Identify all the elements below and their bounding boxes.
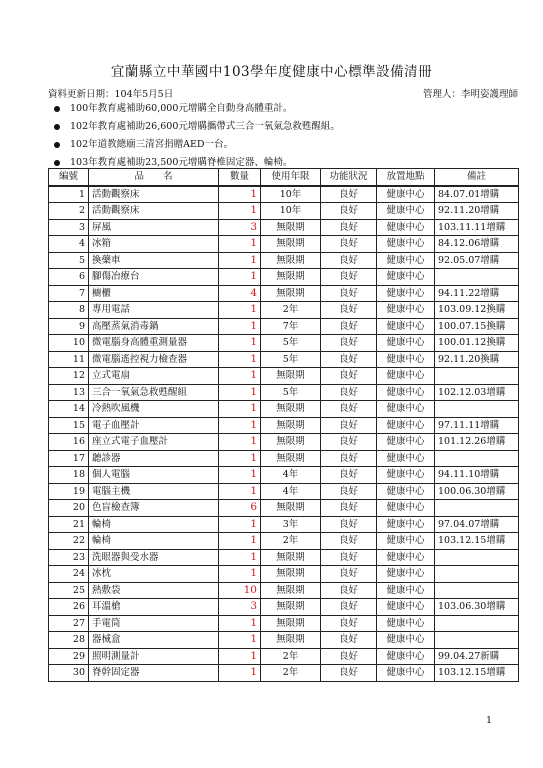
cell-location: 健康中心 (377, 318, 435, 335)
cell-note: 92.11.20換購 (435, 351, 519, 368)
cell-location: 健康中心 (377, 648, 435, 665)
cell-status: 良好 (321, 401, 377, 418)
table-row (49, 533, 519, 550)
header-no: 編號 (49, 169, 89, 186)
cell-life: 2年 (261, 665, 321, 682)
cell-qty: 1 (219, 450, 261, 467)
cell-life: 無限期 (261, 632, 321, 649)
table-row (49, 335, 519, 352)
cell-status: 良好 (321, 302, 377, 319)
cell-name: 聽診器 (89, 450, 219, 467)
cell-note: 100.07.15換購 (435, 318, 519, 335)
cell-no: 30 (49, 665, 89, 682)
cell-name: 活動觀察床 (89, 186, 219, 203)
cell-qty: 1 (219, 533, 261, 550)
cell-status: 良好 (321, 285, 377, 302)
cell-status: 良好 (321, 632, 377, 649)
cell-status: 良好 (321, 351, 377, 368)
cell-status: 良好 (321, 450, 377, 467)
cell-note: 84.07.01增購 (435, 186, 519, 203)
note-text: 102年道教總廟三清宮捐贈AED一台。 (70, 139, 234, 150)
cell-name: 脊幹固定器 (89, 665, 219, 682)
cell-life: 2年 (261, 302, 321, 319)
cell-status: 良好 (321, 335, 377, 352)
table-row (49, 401, 519, 418)
cell-status: 良好 (321, 384, 377, 401)
cell-life: 無限期 (261, 252, 321, 269)
cell-note: 101.12.26增購 (435, 434, 519, 451)
header-qty: 數量 (219, 169, 261, 186)
cell-life: 10年 (261, 203, 321, 220)
cell-qty: 10 (219, 582, 261, 599)
cell-qty: 1 (219, 252, 261, 269)
cell-life: 無限期 (261, 566, 321, 583)
bullet-icon (54, 142, 60, 148)
table-row (49, 648, 519, 665)
cell-life: 4年 (261, 483, 321, 500)
cell-status: 良好 (321, 219, 377, 236)
cell-qty: 1 (219, 549, 261, 566)
table-row (49, 236, 519, 253)
table-row (49, 549, 519, 566)
cell-life: 無限期 (261, 285, 321, 302)
cell-name: 電子血壓計 (89, 417, 219, 434)
table-row (49, 615, 519, 632)
cell-note (435, 549, 519, 566)
page-title: 宜蘭縣立中華國中103學年度健康中心標準設備清冊 (110, 64, 433, 80)
equipment-table (48, 168, 519, 682)
cell-name: 立式電扇 (89, 368, 219, 385)
cell-qty: 1 (219, 434, 261, 451)
cell-qty: 1 (219, 401, 261, 418)
cell-life: 無限期 (261, 236, 321, 253)
cell-qty: 1 (219, 483, 261, 500)
cell-life: 無限期 (261, 500, 321, 517)
cell-location: 健康中心 (377, 599, 435, 616)
table-row (49, 665, 519, 682)
cell-location: 健康中心 (377, 582, 435, 599)
cell-location: 健康中心 (377, 219, 435, 236)
cell-no: 18 (49, 467, 89, 484)
cell-note: 94.11.10增購 (435, 467, 519, 484)
cell-life: 5年 (261, 351, 321, 368)
cell-location: 健康中心 (377, 467, 435, 484)
cell-note: 103.09.12換購 (435, 302, 519, 319)
table-row (49, 186, 519, 203)
bullet-icon (54, 160, 60, 166)
cell-qty: 1 (219, 665, 261, 682)
cell-name: 座立式電子血壓計 (89, 434, 219, 451)
cell-life: 無限期 (261, 549, 321, 566)
cell-name: 手電筒 (89, 615, 219, 632)
cell-no: 5 (49, 252, 89, 269)
cell-life: 5年 (261, 335, 321, 352)
cell-name: 電腦主機 (89, 483, 219, 500)
cell-no: 24 (49, 566, 89, 583)
cell-qty: 1 (219, 467, 261, 484)
cell-note (435, 401, 519, 418)
cell-location: 健康中心 (377, 302, 435, 319)
note-item (48, 100, 518, 118)
cell-status: 良好 (321, 269, 377, 286)
cell-location: 健康中心 (377, 335, 435, 352)
cell-life: 4年 (261, 467, 321, 484)
cell-note: 97.11.11增購 (435, 417, 519, 434)
cell-location: 健康中心 (377, 384, 435, 401)
cell-no: 4 (49, 236, 89, 253)
cell-qty: 1 (219, 632, 261, 649)
cell-note: 103.12.15增購 (435, 533, 519, 550)
cell-note (435, 615, 519, 632)
cell-status: 良好 (321, 665, 377, 682)
cell-location: 健康中心 (377, 483, 435, 500)
table-row (49, 566, 519, 583)
cell-status: 良好 (321, 467, 377, 484)
cell-qty: 1 (219, 269, 261, 286)
cell-status: 良好 (321, 434, 377, 451)
cell-note: 103.06.30增購 (435, 599, 519, 616)
cell-location: 健康中心 (377, 533, 435, 550)
cell-life: 7年 (261, 318, 321, 335)
cell-no: 16 (49, 434, 89, 451)
cell-name: 專用電話 (89, 302, 219, 319)
cell-life: 2年 (261, 648, 321, 665)
cell-qty: 6 (219, 500, 261, 517)
cell-life: 無限期 (261, 219, 321, 236)
cell-qty: 1 (219, 566, 261, 583)
cell-note (435, 582, 519, 599)
table-row (49, 450, 519, 467)
cell-no: 17 (49, 450, 89, 467)
cell-location: 健康中心 (377, 500, 435, 517)
cell-name: 耳溫槍 (89, 599, 219, 616)
cell-status: 良好 (321, 186, 377, 203)
note-item (48, 118, 518, 136)
cell-note: 94.11.22增購 (435, 285, 519, 302)
table-row (49, 384, 519, 401)
cell-location: 健康中心 (377, 269, 435, 286)
cell-location: 健康中心 (377, 615, 435, 632)
header-location: 放置地點 (377, 169, 435, 186)
cell-no: 19 (49, 483, 89, 500)
cell-life: 無限期 (261, 417, 321, 434)
cell-location: 健康中心 (377, 632, 435, 649)
table-row (49, 269, 519, 286)
cell-qty: 1 (219, 302, 261, 319)
manager-name: 管理人：李明姿護理師 (422, 89, 518, 100)
cell-status: 良好 (321, 500, 377, 517)
cell-location: 健康中心 (377, 417, 435, 434)
cell-name: 輪椅 (89, 516, 219, 533)
cell-name: 活動觀察床 (89, 203, 219, 220)
cell-status: 良好 (321, 648, 377, 665)
cell-qty: 1 (219, 368, 261, 385)
cell-name: 照明測量計 (89, 648, 219, 665)
cell-note (435, 566, 519, 583)
cell-qty: 1 (219, 351, 261, 368)
cell-status: 良好 (321, 236, 377, 253)
cell-status: 良好 (321, 203, 377, 220)
cell-life: 無限期 (261, 269, 321, 286)
cell-life: 2年 (261, 533, 321, 550)
cell-status: 良好 (321, 615, 377, 632)
note-text: 103年教育處補助23,500元增購脊椎固定器、輪椅。 (70, 157, 293, 168)
cell-status: 良好 (321, 417, 377, 434)
cell-note: 92.11.20增購 (435, 203, 519, 220)
cell-note (435, 368, 519, 385)
cell-note: 103.11.11增購 (435, 219, 519, 236)
table-row (49, 632, 519, 649)
cell-name: 色盲檢查簿 (89, 500, 219, 517)
table-row (49, 203, 519, 220)
header-life: 使用年限 (261, 169, 321, 186)
cell-note: 97.04.07增購 (435, 516, 519, 533)
cell-qty: 1 (219, 186, 261, 203)
cell-qty: 1 (219, 615, 261, 632)
table-row (49, 252, 519, 269)
cell-location: 健康中心 (377, 203, 435, 220)
cell-qty: 1 (219, 203, 261, 220)
cell-note: 84.12.06增購 (435, 236, 519, 253)
cell-no: 22 (49, 533, 89, 550)
cell-status: 良好 (321, 252, 377, 269)
cell-location: 健康中心 (377, 566, 435, 583)
cell-name: 櫥櫃 (89, 285, 219, 302)
cell-name: 洗眼器與受水器 (89, 549, 219, 566)
cell-note: 100.01.12換購 (435, 335, 519, 352)
cell-name: 冰箱 (89, 236, 219, 253)
cell-name: 腳傷冶療台 (89, 269, 219, 286)
cell-note: 99.04.27新購 (435, 648, 519, 665)
cell-life: 5年 (261, 384, 321, 401)
table-header-row (49, 169, 519, 186)
cell-name: 冷熱吹風機 (89, 401, 219, 418)
cell-location: 健康中心 (377, 516, 435, 533)
table-row (49, 434, 519, 451)
cell-qty: 1 (219, 318, 261, 335)
cell-note: 100.06.30增購 (435, 483, 519, 500)
cell-qty: 3 (219, 219, 261, 236)
cell-location: 健康中心 (377, 285, 435, 302)
table-row (49, 467, 519, 484)
cell-note (435, 632, 519, 649)
cell-status: 良好 (321, 318, 377, 335)
cell-note (435, 269, 519, 286)
cell-location: 健康中心 (377, 368, 435, 385)
cell-location: 健康中心 (377, 434, 435, 451)
notes-list (48, 100, 518, 172)
table-row (49, 599, 519, 616)
header-name: 品 名 (89, 169, 219, 186)
cell-name: 個人電腦 (89, 467, 219, 484)
cell-no: 14 (49, 401, 89, 418)
cell-name: 屏風 (89, 219, 219, 236)
table-row (49, 582, 519, 599)
cell-note (435, 450, 519, 467)
table-row (49, 285, 519, 302)
table-row (49, 516, 519, 533)
note-text: 102年教育處補助26,600元增購攜帶式三合一氧氣急救甦醒組。 (70, 121, 340, 132)
table-row (49, 219, 519, 236)
cell-no: 3 (49, 219, 89, 236)
cell-note: 92.05.07增購 (435, 252, 519, 269)
cell-no: 15 (49, 417, 89, 434)
cell-no: 21 (49, 516, 89, 533)
cell-name: 微電腦身高體重測量器 (89, 335, 219, 352)
cell-no: 20 (49, 500, 89, 517)
cell-no: 6 (49, 269, 89, 286)
cell-note: 103.12.15增購 (435, 665, 519, 682)
cell-location: 健康中心 (377, 351, 435, 368)
cell-name: 高壓蒸氣消毒鍋 (89, 318, 219, 335)
cell-status: 良好 (321, 368, 377, 385)
cell-life: 無限期 (261, 599, 321, 616)
cell-life: 無限期 (261, 401, 321, 418)
cell-qty: 1 (219, 335, 261, 352)
cell-qty: 1 (219, 417, 261, 434)
cell-note (435, 500, 519, 517)
cell-no: 1 (49, 186, 89, 203)
cell-qty: 1 (219, 648, 261, 665)
cell-no: 9 (49, 318, 89, 335)
cell-status: 良好 (321, 516, 377, 533)
cell-no: 13 (49, 384, 89, 401)
cell-no: 27 (49, 615, 89, 632)
cell-qty: 1 (219, 236, 261, 253)
cell-name: 熱敷袋 (89, 582, 219, 599)
cell-life: 3年 (261, 516, 321, 533)
cell-status: 良好 (321, 599, 377, 616)
bullet-icon (54, 106, 60, 112)
cell-no: 12 (49, 368, 89, 385)
cell-life: 無限期 (261, 615, 321, 632)
note-text: 100年教育處補助60,000元增購全自動身高體重計。 (70, 103, 293, 114)
cell-qty: 1 (219, 516, 261, 533)
cell-name: 器械盒 (89, 632, 219, 649)
cell-location: 健康中心 (377, 401, 435, 418)
cell-name: 換藥車 (89, 252, 219, 269)
cell-location: 健康中心 (377, 549, 435, 566)
header-note: 備註 (435, 169, 519, 186)
cell-status: 良好 (321, 582, 377, 599)
cell-qty: 1 (219, 384, 261, 401)
cell-name: 三合一氧氣急救甦醒組 (89, 384, 219, 401)
table-row (49, 302, 519, 319)
cell-life: 無限期 (261, 368, 321, 385)
table-row (49, 368, 519, 385)
table-row (49, 318, 519, 335)
table-row (49, 500, 519, 517)
cell-location: 健康中心 (377, 186, 435, 203)
table-body (49, 186, 519, 682)
note-item (48, 136, 518, 154)
cell-no: 2 (49, 203, 89, 220)
cell-name: 冰枕 (89, 566, 219, 583)
update-date: 資料更新日期：104年5月5日 (48, 89, 174, 100)
cell-no: 26 (49, 599, 89, 616)
cell-no: 28 (49, 632, 89, 649)
cell-location: 健康中心 (377, 665, 435, 682)
cell-no: 8 (49, 302, 89, 319)
cell-status: 良好 (321, 483, 377, 500)
cell-note: 102.12.03增購 (435, 384, 519, 401)
cell-no: 23 (49, 549, 89, 566)
cell-status: 良好 (321, 549, 377, 566)
cell-name: 微電腦遙控視力檢查器 (89, 351, 219, 368)
cell-location: 健康中心 (377, 450, 435, 467)
page-number: 1 (486, 715, 493, 726)
cell-no: 29 (49, 648, 89, 665)
cell-life: 無限期 (261, 450, 321, 467)
cell-status: 良好 (321, 533, 377, 550)
cell-no: 25 (49, 582, 89, 599)
cell-life: 無限期 (261, 434, 321, 451)
cell-life: 無限期 (261, 582, 321, 599)
cell-no: 10 (49, 335, 89, 352)
header-status: 功能狀況 (321, 169, 377, 186)
cell-no: 7 (49, 285, 89, 302)
cell-location: 健康中心 (377, 252, 435, 269)
cell-location: 健康中心 (377, 236, 435, 253)
table-row (49, 483, 519, 500)
cell-qty: 4 (219, 285, 261, 302)
cell-name: 輪椅 (89, 533, 219, 550)
bullet-icon (54, 124, 60, 130)
table-row (49, 417, 519, 434)
cell-status: 良好 (321, 566, 377, 583)
table-row (49, 351, 519, 368)
cell-no: 11 (49, 351, 89, 368)
cell-qty: 3 (219, 599, 261, 616)
cell-life: 10年 (261, 186, 321, 203)
